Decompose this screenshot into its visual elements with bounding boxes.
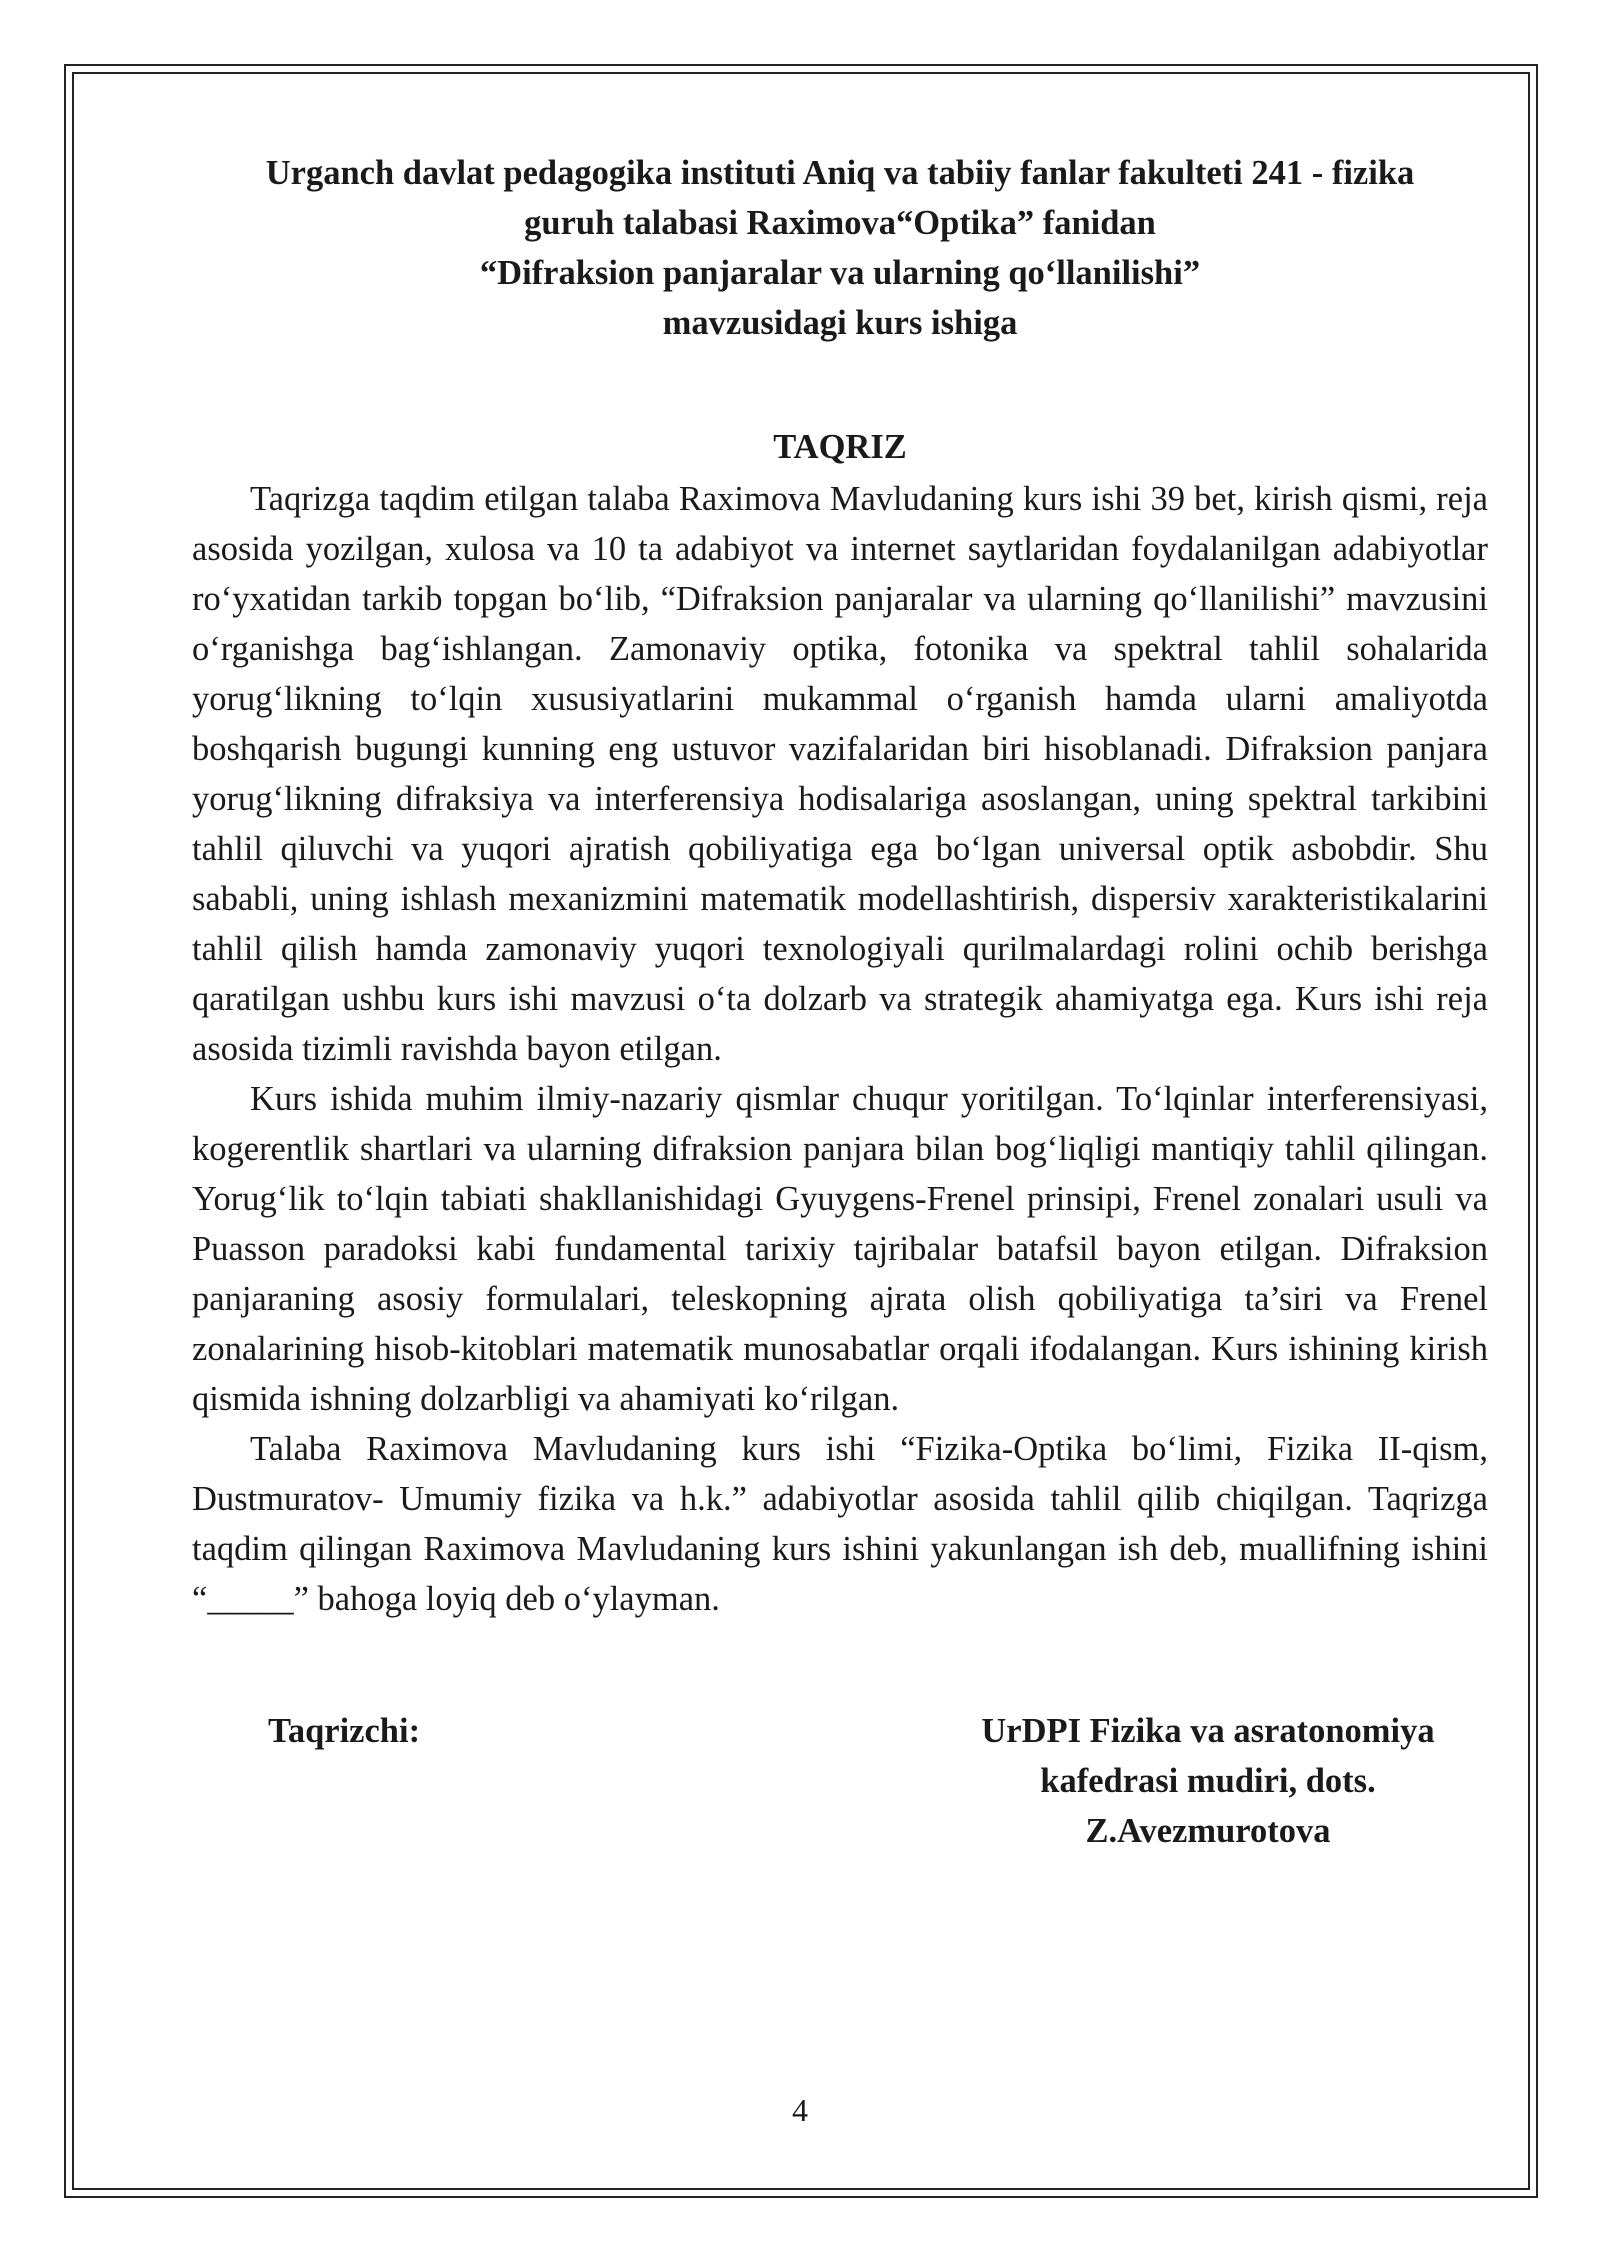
page-number: 4 [792,2092,808,2128]
reviewer-label: Taqrizchi: [268,1712,421,1750]
document-title: TAQRIZ [773,428,907,466]
document-heading [192,148,1488,348]
paragraph-2: Kurs ishida muhim ilmiy-nazariy qismlar chuqur yoritilgan. To‘lqinlar interferensiyasi, kogerentlik shartlari va ularning difraksion panjara bilan bog‘liqligi mantiqiy tahlil qilingan. Yorug‘lik to‘lqin tabiati shakllanishidagi Gyuygens-Frenel prinsipi, Frenel zonalari usuli va Puasson paradoksi kabi fundamental tarixiy tajribalar batafsil bayon etilgan. Difraksion panjaraning asosiy formulalari, teleskopning ajrata olish qobiliyatiga ta’siri va Frenel zonalarining hisob-kitoblari matematik munosabatlar orqali ifodalangan. Kurs ishining kirish qismida ishning dolzarbligi va ahamiyati ko‘rilgan. [192,1080,1488,1418]
heading-line-3: “Difraksion panjaralar va ularning qo‘llanilishi” [479,254,1201,292]
heading-line-1: Urganch davlat pedagogika instituti Aniq va tabiiy fanlar fakulteti 241 - fizika [265,154,1415,192]
paragraph-3: Talaba Raximova Mavludaning kurs ishi “Fizika-Optika bo‘limi, Fizika II-qism, Dustmuratov- Umumiy fizika va h.k.” adabiyotlar asosida tahlil qilib chiqilgan. Taqrizga taqdim qilingan Raximova Mavludaning kurs ishini yakunlangan ish deb, muallifning ishini “_____” bahoga loyiq deb o‘ylayman. [192,1430,1488,1618]
heading-line-2: guruh talabasi Raximova“Optika” fanidan [524,204,1156,242]
document-content [192,148,1488,1850]
reviewer-details [928,1706,1488,1856]
reviewer-position-line-2: kafedrasi mudiri, dots. [1040,1762,1376,1800]
heading-line-4: mavzusidagi kurs ishiga [662,304,1018,342]
reviewer-position-line-1: UrDPI Fizika va asratonomiya [981,1712,1435,1750]
reviewer-name: Z.Avezmurotova [1085,1812,1331,1850]
signature-section [192,1674,1488,1850]
review-body [192,474,1488,1624]
paragraph-1: Taqrizga taqdim etilgan talaba Raximova Mavludaning kurs ishi 39 bet, kirish qismi, reja asosida yozilgan, xulosa va 10 ta adabiyot va internet saytlaridan foydalanilgan adabiyotlar ro‘yxatidan tarkib topgan bo‘lib, “Difraksion panjaralar va ularning qo‘llanilishi” mavzusini o‘rganishga bag‘ishlangan. Zamonaviy optika, fotonika va spektral tahlil sohalarida yorug‘likning to‘lqin xususiyatlarini mukammal o‘rganish hamda ularni amaliyotda boshqarish bugungi kunning eng ustuvor vazifalaridan biri hisoblanadi. Difraksion panjara yorug‘likning difraksiya va interferensiya hodisalariga asoslangan, uning spektral tarkibini tahlil qiluvchi va yuqori ajratish qobiliyatiga ega bo‘lgan universal optik asbobdir. Shu sababli, uning ishlash mexanizmini matematik modellashtirish, dispersiv xarakteristikalarini tahlil qilish hamda zamonaviy yuqori texnologiyali qurilmalardagi rolini ochib berishga qaratilgan ushbu kurs ishi mavzusi o‘ta dolzarb va strategik ahamiyatga ega. Kurs ishi reja asosida tizimli ravishda bayon etilgan. [192,480,1488,1068]
